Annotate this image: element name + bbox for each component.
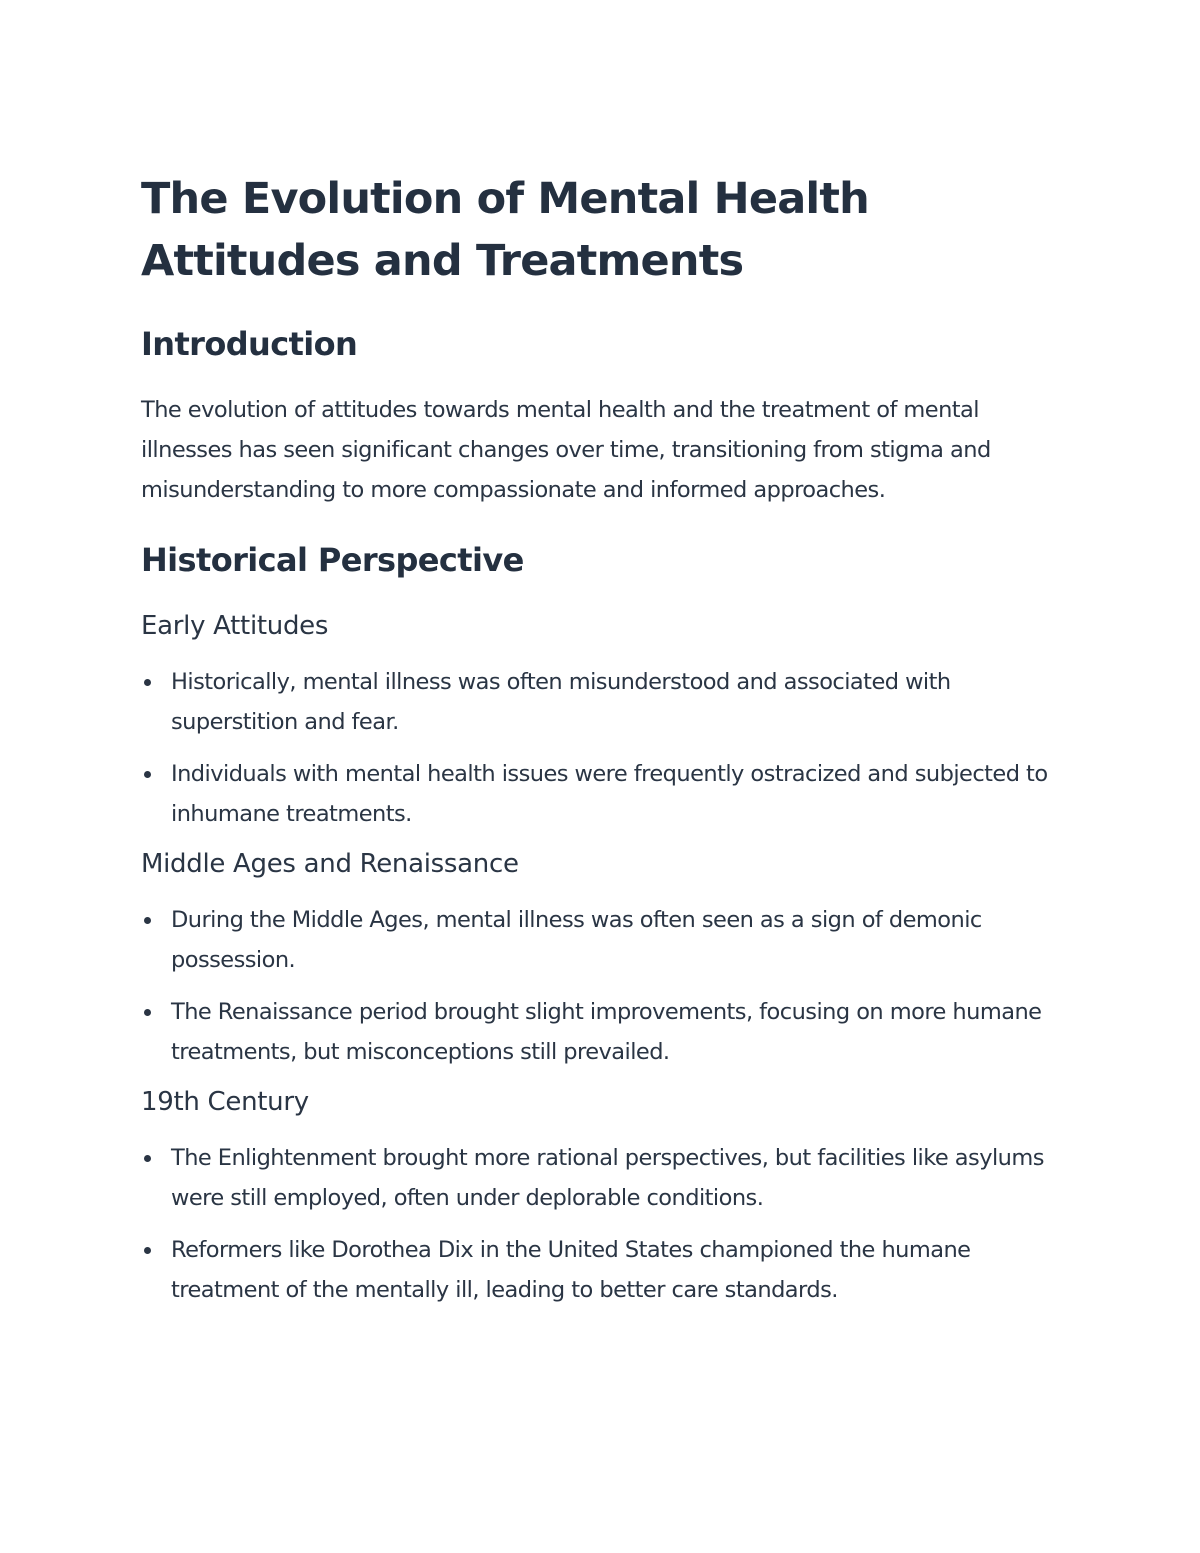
list-item-text: The Enlightenment brought more rational perspectives, but facilities like asylums were still employed, often under deplorable conditions. xyxy=(171,1145,1044,1211)
nineteenth-century-list xyxy=(141,1138,1071,1310)
early-attitudes-list xyxy=(141,662,1071,834)
middle-ages-heading: Middle Ages and Renaissance xyxy=(141,849,519,879)
list-item-text: During the Middle Ages, mental illness was often seen as a sign of demonic possession. xyxy=(171,907,982,973)
list-item xyxy=(141,1230,1071,1310)
bullet-icon xyxy=(144,1155,151,1162)
early-attitudes-heading: Early Attitudes xyxy=(141,611,329,641)
document-title xyxy=(141,168,1071,292)
list-item xyxy=(141,662,1071,742)
introduction-heading: Introduction xyxy=(141,325,358,363)
list-item xyxy=(141,992,1071,1072)
bullet-icon xyxy=(144,771,151,778)
list-item-text: Reformers like Dorothea Dix in the United States championed the humane treatment of the mentally ill, leading to better care standards. xyxy=(171,1237,971,1303)
list-item xyxy=(141,754,1071,834)
bullet-icon xyxy=(144,917,151,924)
document-page xyxy=(141,168,1071,1310)
bullet-icon xyxy=(144,1009,151,1016)
nineteenth-century-heading: 19th Century xyxy=(141,1087,309,1117)
list-item-text: Individuals with mental health issues were frequently ostracized and subjected to inhumane treatments. xyxy=(171,761,1048,827)
introduction-paragraph: The evolution of attitudes towards mental health and the treatment of mental illnesses has seen significant changes over time, transitioning from stigma and misunderstanding to more compassionate and informed approaches. xyxy=(141,397,991,503)
title-line: The Evolution of Mental Health xyxy=(141,174,869,224)
list-item-text: Historically, mental illness was often misunderstood and associated with superstition and fear. xyxy=(171,669,951,735)
middle-ages-list xyxy=(141,900,1071,1072)
historical-perspective-heading: Historical Perspective xyxy=(141,541,524,579)
title-line: Attitudes and Treatments xyxy=(141,236,744,286)
bullet-icon xyxy=(144,679,151,686)
bullet-icon xyxy=(144,1247,151,1254)
list-item-text: The Renaissance period brought slight improvements, focusing on more humane treatments, but misconceptions still prevailed. xyxy=(171,999,1042,1065)
list-item xyxy=(141,900,1071,980)
list-item xyxy=(141,1138,1071,1218)
